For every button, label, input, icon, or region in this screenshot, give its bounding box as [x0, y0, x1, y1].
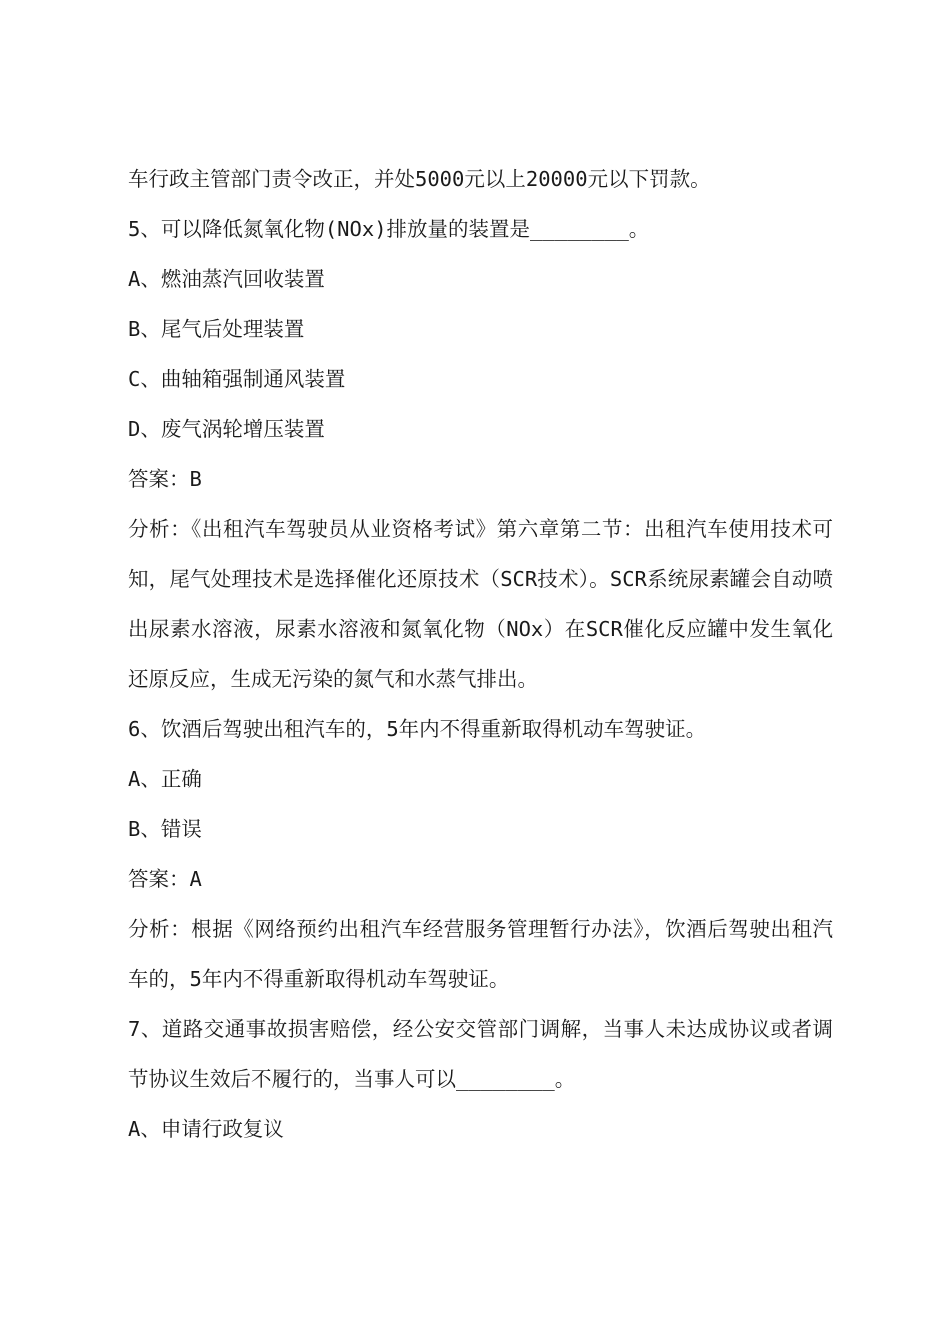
question-6-analysis: 分析：根据《网络预约出租汽车经营服务管理暂行办法》，饮酒后驾驶出租汽车的，5年内不得重新取得机动车驾驶证。: [128, 917, 833, 991]
text-line-continuation: 车行政主管部门责令改正，并处5000元以上20000元以下罚款。: [128, 167, 711, 191]
question-5-option-c: C、曲轴箱强制通风装置: [128, 367, 346, 391]
question-6-option-a: A、正确: [128, 767, 202, 791]
question-5-answer: 答案：B: [128, 467, 202, 491]
question-5-analysis: 分析：《出租汽车驾驶员从业资格考试》第六章第二节：出租汽车使用技术可知，尾气处理技术是选择催化还原技术（SCR技术）。SCR系统尿素罐会自动喷出尿素水溶液，尿素水溶液和氮氧化物（NOx）在SCR催化反应罐中发生氧化还原反应，生成无污染的氮气和水蒸气排出。: [128, 517, 833, 691]
question-7: 7、道路交通事故损害赔偿，经公安交管部门调解，当事人未达成协议或者调节协议生效后不履行的，当事人可以________。: [128, 1017, 833, 1091]
question-5-option-a: A、燃油蒸汽回收装置: [128, 267, 325, 291]
question-5: 5、可以降低氮氧化物(NOx)排放量的装置是________。: [128, 217, 650, 241]
question-6: 6、饮酒后驾驶出租汽车的，5年内不得重新取得机动车驾驶证。: [128, 717, 707, 741]
question-5-option-d: D、废气涡轮增压装置: [128, 417, 325, 441]
document-body: [128, 154, 833, 1154]
question-6-answer: 答案：A: [128, 867, 202, 891]
question-7-option-a: A、申请行政复议: [128, 1117, 284, 1141]
question-5-option-b: B、尾气后处理装置: [128, 317, 305, 341]
question-6-option-b: B、错误: [128, 817, 202, 841]
